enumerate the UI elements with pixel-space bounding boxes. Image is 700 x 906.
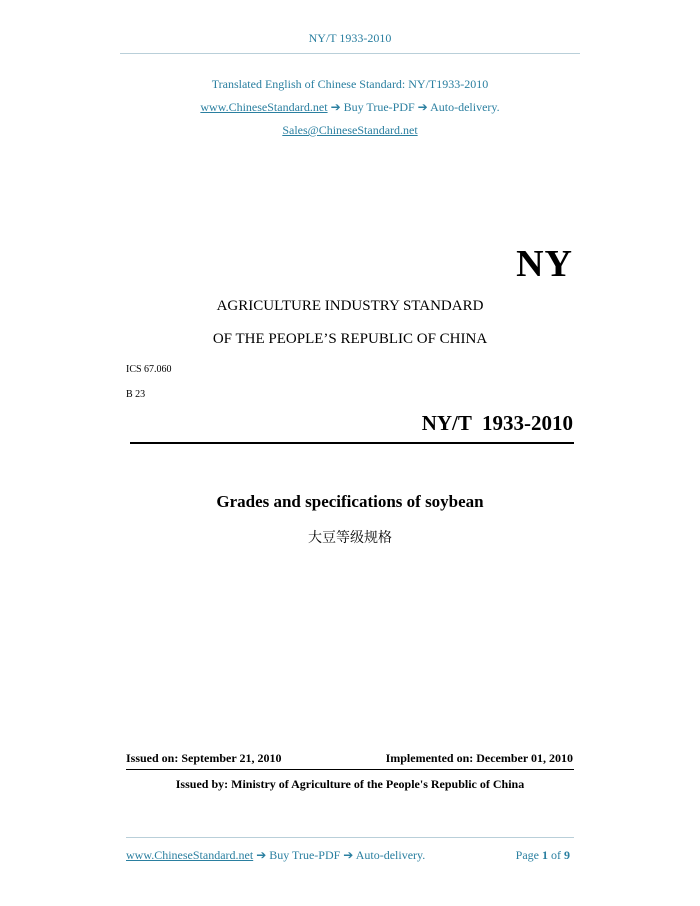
footer-buy-text: Buy True-PDF [269,848,341,862]
standard-title-line2: OF THE PEOPLE’S REPUBLIC OF CHINA [212,331,488,347]
implemented-on-date: Implemented on: December 01, 2010 [385,751,573,765]
standard-number: NY/T 1933-2010 [421,411,573,435]
arrow-right-icon: ➔ [256,848,267,862]
site-link[interactable]: www.ChineseStandard.net [200,100,328,114]
purchase-line [0,100,700,115]
sales-email-link[interactable]: Sales@ChineseStandard.net [282,123,418,137]
arrow-right-icon: ➔ [417,100,428,114]
buy-text: Buy True-PDF [343,100,415,114]
ics-code: ICS 67.060 [126,364,172,375]
page-of: of [551,848,561,862]
document-title-cn: 大豆等级规格 [308,530,392,546]
page-current: 1 [542,848,548,862]
translation-notice: Translated English of Chinese Standard: NY/T1933-2010 [211,77,489,91]
standard-title-line1: AGRICULTURE INDUSTRY STANDARD [216,298,484,314]
auto-delivery-text: Auto-delivery. [430,100,500,114]
document-title-en: Grades and specifications of soybean [216,492,484,511]
page-indicator [516,848,570,863]
page-label: Page [515,848,539,862]
page-total: 9 [564,848,570,862]
ccs-code: B 23 [126,389,146,400]
footer-purchase-line [126,848,425,863]
arrow-right-icon: ➔ [343,848,354,862]
dates-rule [126,769,574,770]
footer-auto-delivery-text: Auto-delivery. [355,848,426,862]
ny-logo: NY [516,243,573,285]
arrow-right-icon: ➔ [330,100,341,114]
issuing-authority: Issued by: Ministry of Agriculture of the People's Republic of China [175,777,525,791]
title-rule [130,442,574,444]
running-header-code: NY/T 1933-2010 [308,31,392,45]
footer-site-link[interactable]: www.ChineseStandard.net [126,848,254,862]
footer-divider [126,837,574,838]
header-divider [120,53,580,54]
issued-on-date: Issued on: September 21, 2010 [126,751,282,765]
